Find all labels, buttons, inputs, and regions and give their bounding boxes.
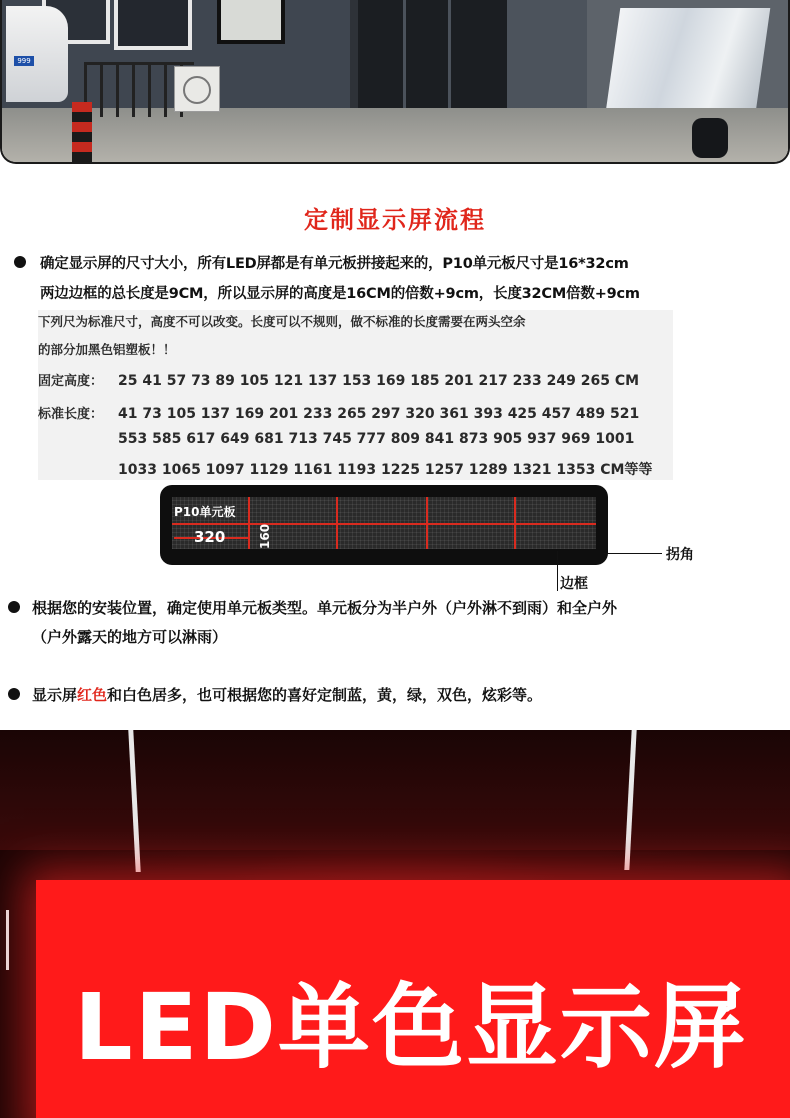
frame-label: 边框 [560,576,588,592]
bullet-icon [8,601,20,613]
height-dimension-label: 160 [258,523,272,549]
corner-label: 拐角 [666,547,694,563]
storefront-photo-frame [2,0,788,162]
corner-leader-line [604,553,662,554]
storefront-photo [0,0,790,168]
color-options-prefix: 显示屏 [32,686,78,704]
red-led-panel [36,880,790,1118]
board-type-label: P10单元板 [174,505,236,519]
license-plate: 999 [14,56,34,66]
dark-ceiling [0,730,790,850]
module-seam-vertical [426,497,428,549]
frame-leader-line [557,551,558,591]
module-seam-vertical [248,497,250,549]
led-sign-text: LED单色显示屏 [74,974,748,1081]
led-sign-photo [0,730,790,1118]
window [114,0,192,50]
glass-door [350,0,516,108]
wall-poster [217,0,285,44]
door-frame-line [448,0,451,108]
color-options-line [32,684,542,705]
bullet-icon [8,688,20,700]
color-options-suffix: 和白色居多，也可根据您的喜好定制蓝，黄，绿，双色，炫彩等。 [107,686,543,704]
intro-line-2: 两边边框的总长度是9CM，所以显示屏的高度是16CM的倍数+9cm，长度32CM倍数+9cm [40,286,640,302]
standard-length-label: 标准长度： [38,407,104,422]
fixed-height-row [38,370,639,389]
traffic-bollard [72,102,92,162]
standard-length-row [38,403,639,422]
standard-length-values-2: 553 585 617 649 681 713 745 777 809 841 873 905 937 969 1001 [118,431,635,447]
color-options-highlight: 红色 [77,686,108,704]
width-dimension-label: 320 [194,528,226,546]
air-conditioner-unit [174,66,220,112]
spec-note-line-1: 下列尺为标准尺寸，高度不可以改变。长度可以不规则，做不标准的长度需要在两头空余 [38,314,526,329]
spec-note-line-2: 的部分加黑色铝塑板！！ [38,342,176,357]
fixed-height-label: 固定高度： [38,374,104,389]
install-line-2: （户外露天的地方可以淋雨） [32,628,228,646]
module-seam-vertical [514,497,516,549]
parked-car [6,6,68,102]
fixed-height-values: 25 41 57 73 89 105 121 137 153 169 185 201 217 233 249 265 CM [118,373,640,389]
door-frame-line [403,0,406,108]
standard-length-values-1: 41 73 105 137 169 201 233 265 297 320 361 393 425 457 489 521 [118,406,640,422]
module-seam-horizontal [172,523,596,525]
fan-icon [183,76,211,104]
module-seam-vertical [336,497,338,549]
size-spec-table [38,310,673,480]
install-line-1: 根据您的安装位置，确定使用单元板类型。单元板分为半户外（户外淋不到雨）和全户外 [32,599,618,617]
standard-length-values-3: 1033 1065 1097 1129 1161 1193 1225 1257 1289 1321 1353 CM等等 [118,462,653,478]
intro-line-1: 确定显示屏的尺寸大小，所有LED屏都是有单元板拼接起来的，P10单元板尺寸是16*32cm [40,256,629,272]
section-title: 定制显示屏流程 [304,206,486,234]
bullet-icon [14,256,26,268]
backpack [692,118,728,158]
hanging-cable [6,910,9,970]
pillar [507,0,587,125]
unit-board-diagram [160,485,608,565]
